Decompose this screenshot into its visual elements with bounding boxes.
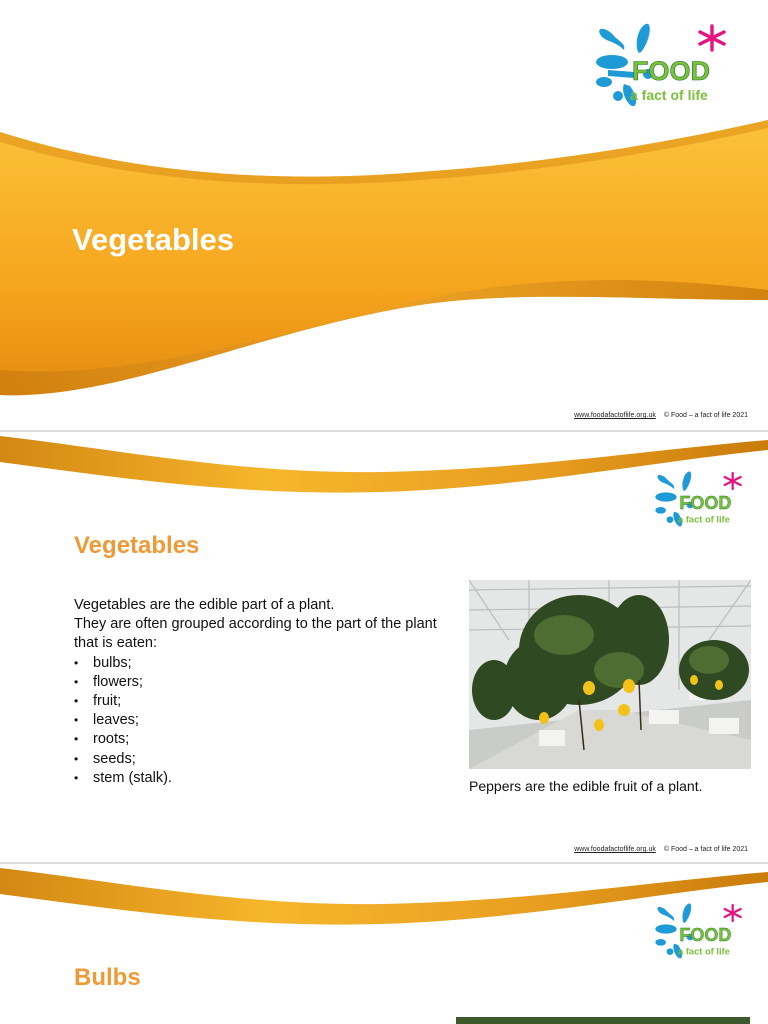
intro-line-1: Vegetables are the edible part of a plant. <box>74 597 335 613</box>
orange-wave-header <box>0 432 768 502</box>
list-item: • seeds; <box>74 750 454 769</box>
photo-caption: Peppers are the edible fruit of a plant. <box>469 778 703 794</box>
list-item: • roots; <box>74 730 454 749</box>
intro-line-2: They are often grouped according to the part of the plant that is eaten: <box>74 616 437 652</box>
footer-copyright: © Food – a fact of life 2021 <box>663 412 748 419</box>
list-item: • flowers; <box>74 673 454 692</box>
list-item: • fruit; <box>74 692 454 711</box>
plant-parts-list <box>74 654 454 788</box>
content-slide-bulbs <box>0 864 768 1024</box>
footer-copyright: © Food – a fact of life 2021 <box>663 846 748 853</box>
footer-website-link[interactable]: www.foodafactoflife.org.uk <box>574 846 656 853</box>
food-a-fact-of-life-logo <box>594 22 726 119</box>
list-item: • stem (stalk). <box>74 769 454 788</box>
list-item: • leaves; <box>74 711 454 730</box>
svg-text:a fact of life: a fact of life <box>630 87 708 103</box>
slide-heading: Vegetables <box>74 532 200 559</box>
slide-heading: Bulbs <box>74 964 141 991</box>
svg-text:a fact of life: a fact of life <box>678 946 730 957</box>
orange-wave-header <box>0 864 768 934</box>
slide-body-text <box>74 596 454 788</box>
svg-text:a fact of life: a fact of life <box>678 514 730 525</box>
slide-footer <box>574 412 748 419</box>
slide-title: Vegetables <box>72 222 234 257</box>
svg-text:FOOD: FOOD <box>632 56 710 86</box>
svg-text:FOOD: FOOD <box>679 493 732 513</box>
food-a-fact-of-life-logo <box>654 470 742 537</box>
pepper-plants-photo <box>469 580 751 769</box>
title-slide <box>0 0 768 430</box>
list-item: • bulbs; <box>74 654 454 673</box>
footer-website-link[interactable]: www.foodafactoflife.org.uk <box>574 412 656 419</box>
bulbs-photo <box>456 1017 750 1024</box>
svg-text:FOOD: FOOD <box>679 925 732 945</box>
slide-footer <box>574 846 748 853</box>
content-slide-vegetables <box>0 432 768 862</box>
food-a-fact-of-life-logo <box>654 902 742 969</box>
